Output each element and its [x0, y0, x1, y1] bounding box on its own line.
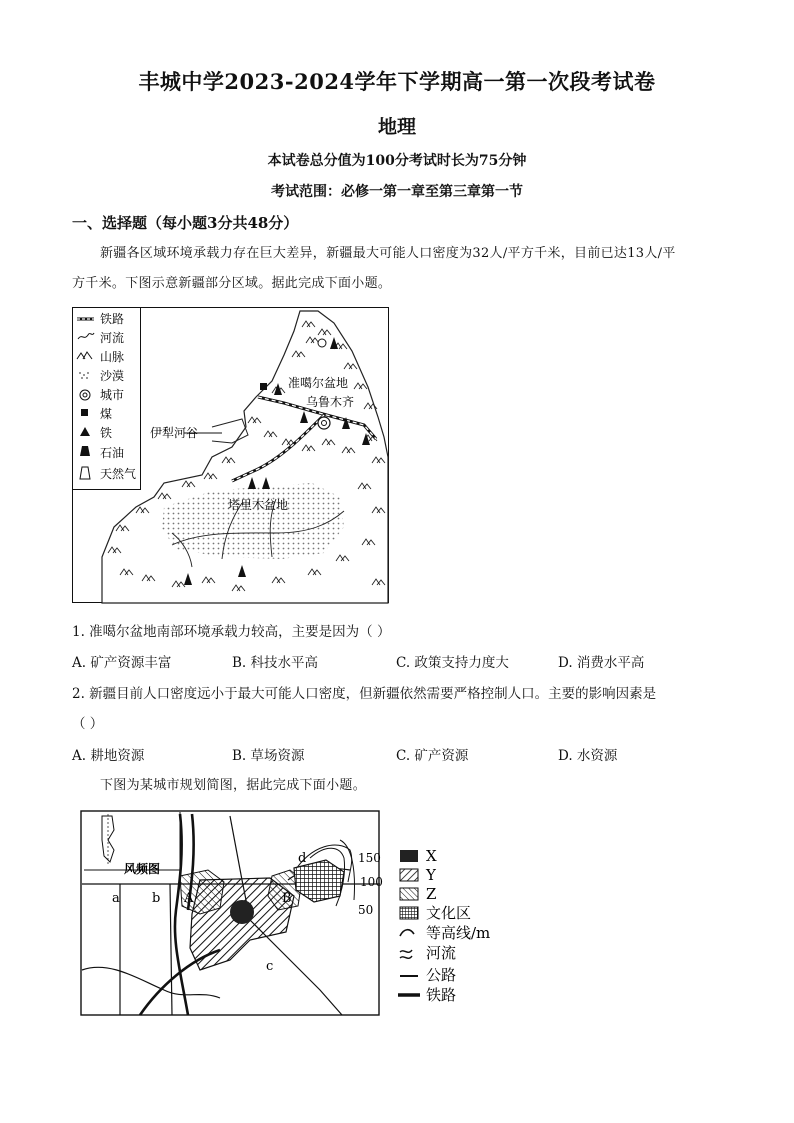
legend-gas: 天然气	[100, 467, 137, 481]
city-plan-legend	[396, 842, 516, 1012]
legend-city: 城市	[100, 388, 125, 402]
area-c: c	[266, 959, 274, 974]
label-junggar-basin: 准噶尔盆地	[288, 376, 349, 390]
area-A: A	[184, 891, 194, 906]
legend-iron: 铁	[100, 426, 113, 440]
q2-option-d[interactable]: D. 水资源	[558, 748, 618, 764]
q2-option-b[interactable]: B. 草场资源	[232, 748, 305, 764]
exam-info-score: 本试卷总分值为100分考试时长为75分钟	[267, 153, 527, 169]
legend-road: 公路	[426, 966, 457, 984]
area-b: b	[152, 891, 161, 906]
question-2-stem: 2. 新疆目前人口密度远小于最大可能人口密度，但新疆依然需要严格控制人口。主要的影响因素是	[72, 686, 657, 702]
legend-railway: 铁路	[100, 312, 125, 326]
legend-coal: 煤	[100, 407, 113, 421]
contour-150: 150	[358, 851, 381, 865]
intro-paragraph-line2: 方千米。下图示意新疆部分区域。据此完成下面小题。	[72, 276, 392, 291]
legend-oil: 石油	[100, 446, 125, 460]
legend-x: X	[426, 847, 437, 865]
contour-50: 50	[358, 903, 374, 917]
city-marker	[318, 339, 326, 347]
subject-title: 地理	[377, 116, 416, 138]
q1-option-c[interactable]: C. 政策支持力度大	[396, 655, 509, 671]
city-plan-map	[80, 810, 390, 1018]
q1-option-a[interactable]: A. 矿产资源丰富	[72, 655, 172, 671]
coal-marker	[260, 383, 267, 390]
legend-desert: 沙漠	[100, 369, 125, 383]
legend-railway: 铁路	[426, 986, 457, 1004]
legend-z: Z	[426, 885, 437, 903]
area-d: d	[298, 851, 307, 866]
q2-option-c[interactable]: C. 矿产资源	[396, 748, 469, 764]
legend-river: 河流	[426, 944, 457, 962]
legend-y: Y	[426, 866, 436, 884]
legend-mountain: 山脉	[100, 350, 125, 364]
area-B: B	[282, 891, 292, 906]
q1-option-d[interactable]: D. 消费水平高	[558, 655, 645, 671]
legend-river: 河流	[100, 331, 125, 345]
area-a: a	[112, 891, 120, 906]
question-2-paren: （ ）	[72, 716, 104, 732]
intro-paragraph-line1: 新疆各区域环境承载力存在巨大差异，新疆最大可能人口密度为32人/平方千米，目前已达13人/平	[100, 246, 676, 261]
legend-contour: 等高线/m	[426, 924, 491, 942]
intro-paragraph-2: 下图为某城市规划简图，据此完成下面小题。	[100, 778, 367, 793]
legend-culture: 文化区	[426, 904, 472, 922]
city-urumqi-marker	[318, 417, 330, 429]
contour-100: 100	[360, 875, 383, 889]
section-heading: 一、选择题（每小题3分共48分）	[72, 214, 299, 232]
exam-title: 丰城中学2023-2024学年下学期高一第一次段考试卷	[138, 69, 656, 94]
question-1-stem: 1. 准噶尔盆地南部环境承载力较高，主要是因为（ ）	[72, 624, 391, 640]
label-urumqi: 乌鲁木齐	[306, 395, 355, 409]
xinjiang-map	[72, 307, 390, 604]
label-ili-valley: 伊犁河谷	[150, 426, 199, 440]
q1-option-b[interactable]: B. 科技水平高	[232, 655, 319, 671]
exam-info-scope: 考试范围：必修一第一章至第三章第一节	[271, 184, 523, 200]
q2-option-a[interactable]: A. 耕地资源	[72, 748, 145, 764]
wind-rose-label: 风频图	[124, 862, 161, 876]
zone-x	[230, 900, 254, 924]
label-tarim-basin: 塔里木盆地	[228, 498, 289, 512]
map1-legend	[73, 308, 141, 490]
